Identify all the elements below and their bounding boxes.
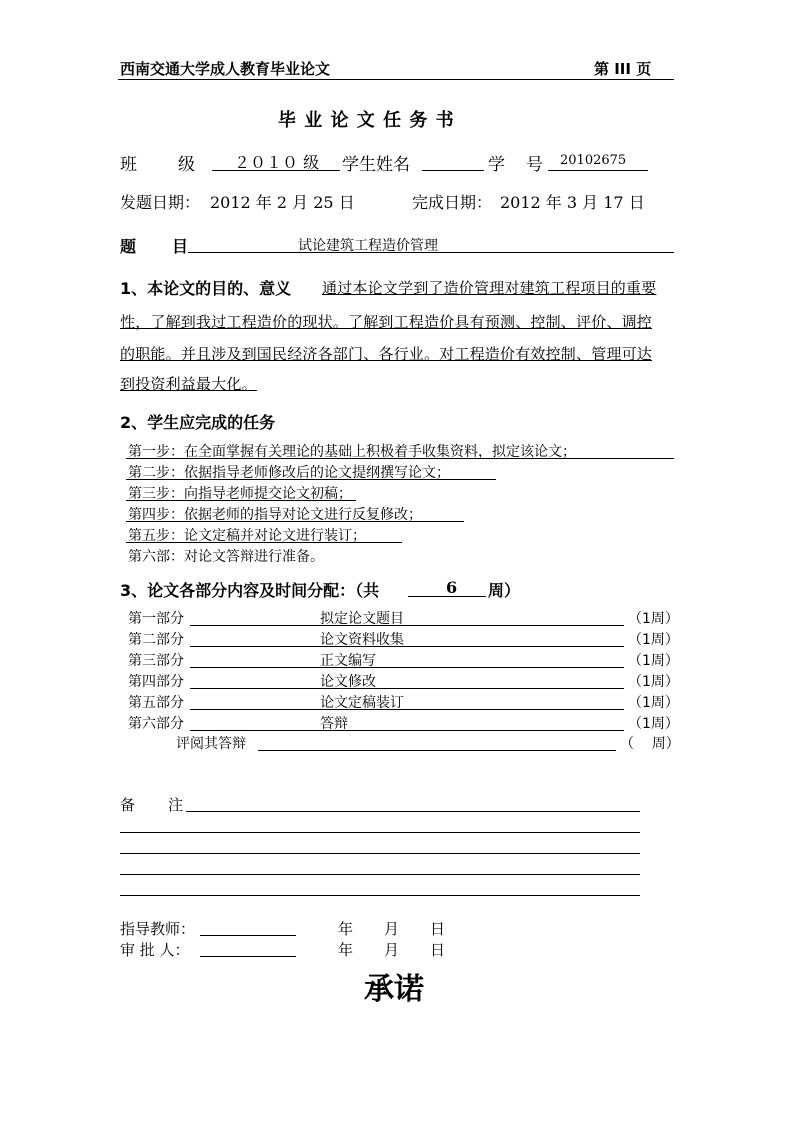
advisor-signature-line[interactable] <box>200 935 296 936</box>
part-label-2: 第二部分 <box>128 632 184 648</box>
class-value: ２０１０ 级 <box>234 153 320 172</box>
approver-label: 审 批 人： <box>120 941 190 959</box>
part-underline-4 <box>190 688 624 689</box>
task-step-5: 第五步：论文定稿并对论文进行装订； <box>128 528 366 544</box>
student-name-underline[interactable] <box>422 170 484 171</box>
part-label-4: 第四部分 <box>128 674 184 690</box>
section3-heading-prefix: 3、论文各部分内容及时间分配：（共 <box>120 581 380 600</box>
remarks-line-4[interactable] <box>120 874 640 875</box>
part-weeks-5: （1周） <box>628 695 679 711</box>
advisor-label: 指导教师： <box>120 920 196 938</box>
part-underline-3 <box>190 667 624 668</box>
remarks-label-1: 备 <box>120 796 136 814</box>
part-weeks-2: （1周） <box>628 632 679 648</box>
student-id-label-1: 学 <box>488 155 505 175</box>
approver-month: 月 <box>384 941 400 959</box>
task-step-6: 第六部：对论文答辩进行准备。 <box>128 549 324 565</box>
task-step-2-underline <box>126 479 496 480</box>
header-title: 西南交通大学成人教育毕业论文 <box>120 60 331 78</box>
finish-date-label: 完成日期： <box>412 193 493 212</box>
class-underline <box>212 170 340 171</box>
part-content-5: 论文定稿装订 <box>320 695 404 711</box>
finish-date-value: 2012 年 3 月 17 日 <box>500 193 645 212</box>
section3-weeks-total: 6 <box>446 578 458 597</box>
section1-line-1: 通过本论文学到了造价管理对建筑工程项目的重要 <box>322 279 657 297</box>
section1-line-4: 到投资利益最大化。 <box>120 375 257 393</box>
advisor-year: 年 <box>338 920 354 938</box>
task-step-2: 第二步：依据指导老师修改后的论文提纲撰写论文； <box>128 465 450 481</box>
part-weeks-1: （1周） <box>628 611 679 627</box>
part-label-1: 第一部分 <box>128 611 184 627</box>
remarks-line-2[interactable] <box>120 832 640 833</box>
topic-value: 试论建筑工程造价管理 <box>298 238 438 254</box>
section1-line-3: 的职能。并且涉及到国民经济各部门、各行业。对工程造价有效控制、管理可达 <box>120 345 653 363</box>
task-step-4-underline <box>126 521 464 522</box>
header-rule <box>118 79 674 80</box>
part-content-2: 论文资料收集 <box>320 632 404 648</box>
part-weeks-3: （1周） <box>628 653 679 669</box>
topic-label-1: 题 <box>120 237 137 256</box>
task-step-3-underline <box>126 500 356 501</box>
topic-label-2: 目 <box>172 237 189 256</box>
remarks-line-1[interactable] <box>186 811 640 812</box>
approver-day: 日 <box>430 941 446 959</box>
student-name-label: 学生姓名 <box>342 155 410 175</box>
section1-heading: 1、本论文的目的、意义 <box>120 279 292 298</box>
task-step-1: 第一步：在全面掌握有关理论的基础上积极着手收集资料，拟定该论文； <box>128 444 576 460</box>
advisor-day: 日 <box>430 920 446 938</box>
part-label-5: 第五部分 <box>128 695 184 711</box>
part-content-3: 正文编写 <box>320 653 376 669</box>
section3-weeks-underline <box>408 596 486 597</box>
task-step-1-underline <box>126 458 674 459</box>
part-content-4: 论文修改 <box>320 674 376 690</box>
topic-underline <box>188 252 674 253</box>
issue-date-value: 2012 年 2 月 25 日 <box>210 193 355 212</box>
class-label: 班 <box>120 155 137 175</box>
document-title: 毕 业 论 文 任 务 书 <box>278 110 455 131</box>
remarks-line-3[interactable] <box>120 853 640 854</box>
part-underline-1 <box>190 625 624 626</box>
part-underline-6 <box>190 730 624 731</box>
part-label-6: 第六部分 <box>128 716 184 732</box>
review-label: 评阅其答辩 <box>176 736 246 752</box>
task-step-4: 第四步：依据老师的指导对论文进行反复修改； <box>128 507 422 523</box>
remarks-label-2: 注 <box>168 796 184 814</box>
issue-date-label: 发题日期： <box>120 193 201 212</box>
student-id-label-2: 号 <box>526 155 543 175</box>
part-weeks-4: （1周） <box>628 674 679 690</box>
class-label-2: 级 <box>178 155 195 175</box>
part-underline-2 <box>190 646 624 647</box>
advisor-month: 月 <box>384 920 400 938</box>
student-id-value: 20102675 <box>560 153 627 168</box>
section2-heading: 2、学生应完成的任务 <box>120 413 276 432</box>
part-weeks-6: （1周） <box>628 716 679 732</box>
section1-line-2: 性，了解到我过工程造价的现状。了解到工程造价具有预测、控制、评价、调控 <box>120 313 653 331</box>
part-content-6: 答辩 <box>320 716 348 732</box>
approver-signature-line[interactable] <box>200 956 296 957</box>
section3-heading-suffix: 周） <box>488 581 521 600</box>
pledge-heading: 承诺 <box>364 972 424 1007</box>
task-step-3: 第三步：向指导老师提交论文初稿； <box>128 486 352 502</box>
student-id-underline <box>548 170 648 171</box>
remarks-line-5[interactable] <box>120 895 640 896</box>
part-underline-5 <box>190 709 624 710</box>
review-underline[interactable] <box>258 750 616 751</box>
part-label-3: 第三部分 <box>128 653 184 669</box>
approver-year: 年 <box>338 941 354 959</box>
task-step-5-underline <box>126 542 402 543</box>
review-weeks: （ 周） <box>620 736 680 752</box>
part-content-1: 拟定论文题目 <box>320 611 404 627</box>
page-number: 第 III 页 <box>594 60 652 78</box>
